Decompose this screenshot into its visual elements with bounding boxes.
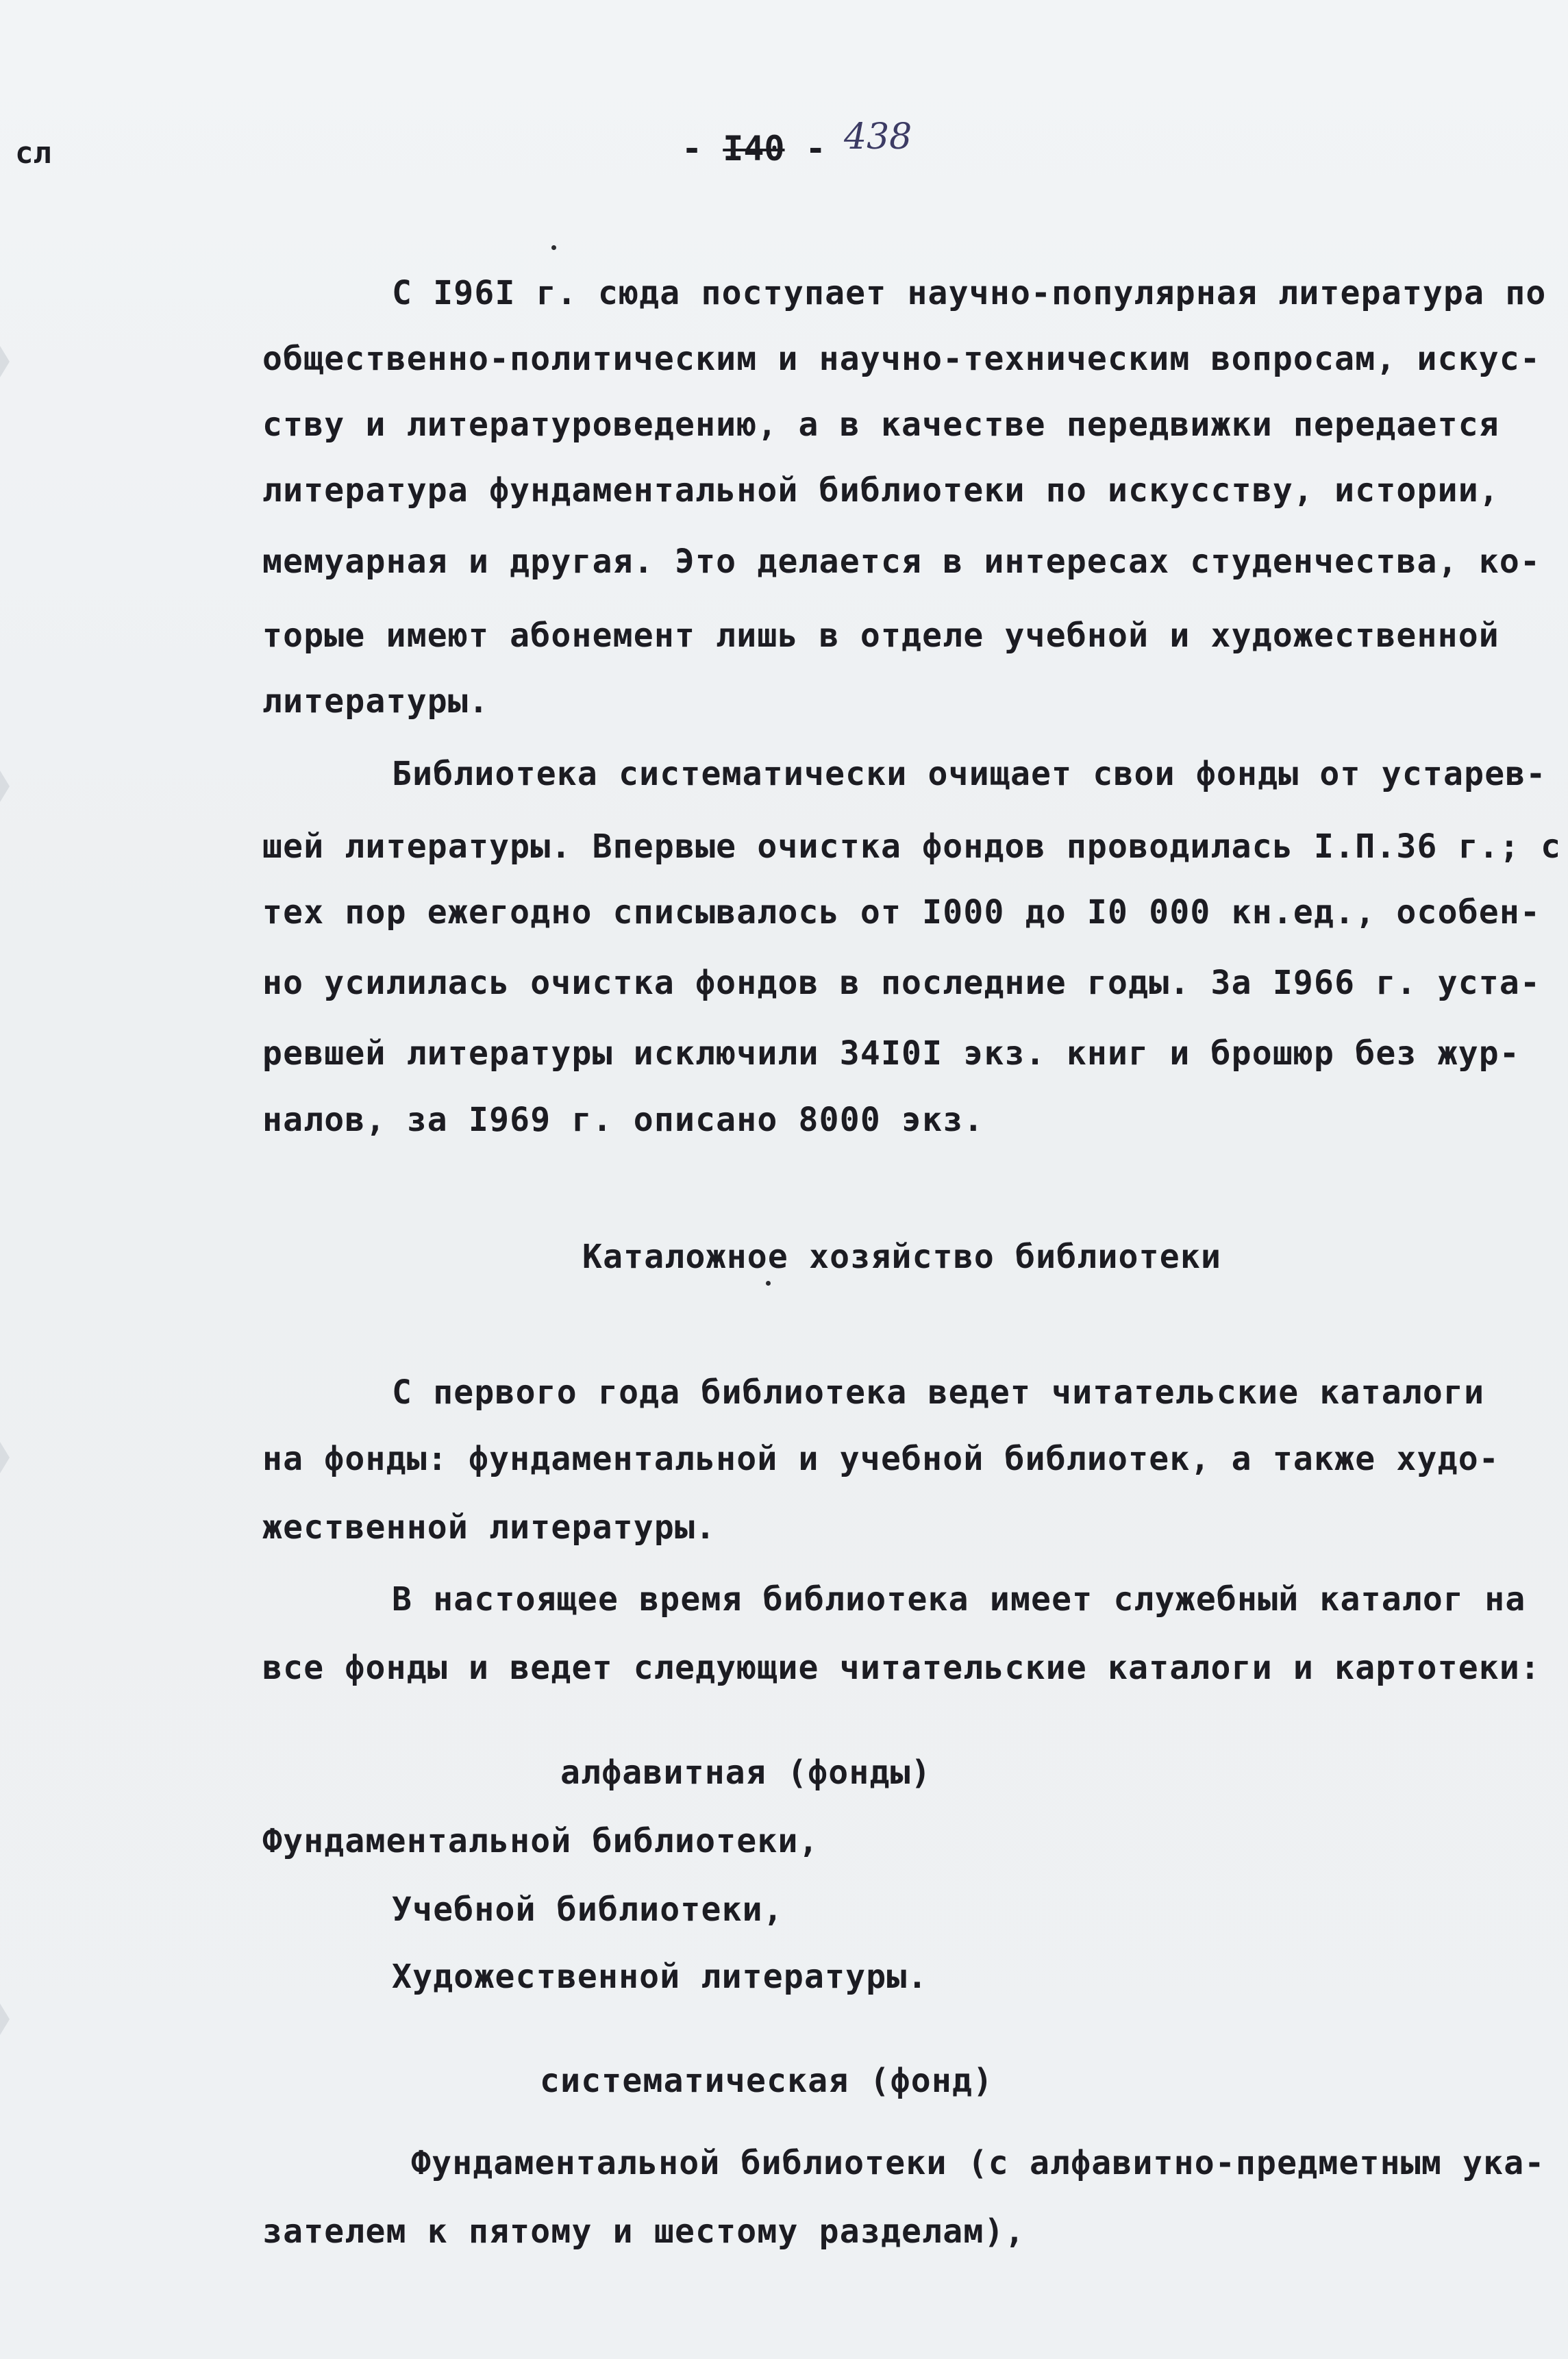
paragraph-1-line: С I96I г. сюда поступает научно-популярная литература по — [392, 274, 1547, 312]
paragraph-1-line: общественно-политическим и научно-техническим вопросам, искус- — [262, 340, 1541, 378]
paragraph-2-line: но усилилась очистка фондов в последние годы. За I966 г. уста- — [262, 964, 1541, 1002]
alphabetical-catalog-item: Фундаментальной библиотеки, — [262, 1822, 819, 1860]
paragraph-1-line: литературы. — [262, 682, 490, 721]
left-edge-notch — [0, 346, 10, 377]
paragraph-1-line: мемуарная и другая. Это делается в интересах студенчества, ко- — [262, 542, 1541, 581]
paragraph-1-line: торые имеют абонемент лишь в отделе учебной и художественной — [262, 616, 1499, 655]
page-number-prefix: - — [682, 129, 723, 168]
paragraph-2-line: Библиотека систематически очищает свои фонды от устарев- — [392, 755, 1547, 793]
paragraph-3-line: С первого года библиотека ведет читательские каталоги — [392, 1373, 1485, 1412]
paragraph-4-line: все фонды и ведет следующие читательские каталоги и картотеки: — [262, 1649, 1541, 1687]
paragraph-2-line: тех пор ежегодно списывалось от I000 до I0 000 кн.ед., особен- — [262, 893, 1541, 932]
ink-speck — [766, 1281, 771, 1286]
systematic-catalog-item: Фундаментальной библиотеки (с алфавитно-предметным ука- — [411, 2144, 1545, 2182]
ink-speck — [551, 245, 556, 250]
systematic-catalog-item: зателем к пятому и шестому разделам), — [262, 2212, 1025, 2251]
paragraph-2-line: ревшей литературы исключили 34I0I экз. книг и брошюр без жур- — [262, 1034, 1521, 1073]
page-number-value: I40 — [723, 129, 785, 168]
paragraph-1-line: литература фундаментальной библиотеки по искусству, истории, — [262, 471, 1499, 510]
handwritten-page-number: 438 — [844, 116, 912, 158]
paragraph-3-line: жественной литературы. — [262, 1508, 717, 1547]
paragraph-2-line: шей литературы. Впервые очистка фондов проводилась I.П.36 г.; с — [262, 827, 1562, 866]
left-edge-notch — [0, 1442, 10, 1473]
alphabetical-catalog-heading: алфавитная (фонды) — [560, 1753, 932, 1792]
page-number-suffix: - — [784, 129, 826, 168]
typed-page-number — [682, 129, 826, 168]
alphabetical-catalog-item: Учебной библиотеки, — [392, 1890, 784, 1929]
paragraph-2-line: налов, за I969 г. описано 8000 экз. — [262, 1101, 984, 1139]
paragraph-3-line: на фонды: фундаментальной и учебной библиотек, а также худо- — [262, 1440, 1499, 1478]
section-heading: Каталожное хозяйство библиотеки — [582, 1238, 1222, 1276]
paragraph-4-line: В настоящее время библиотека имеет служебный каталог на — [392, 1580, 1526, 1619]
systematic-catalog-heading: систематическая (фонд) — [540, 2062, 994, 2100]
alphabetical-catalog-item: Художественной литературы. — [392, 1958, 928, 1996]
left-edge-notch — [0, 2004, 10, 2035]
corner-mark: сл — [15, 136, 51, 171]
left-edge-notch — [0, 771, 10, 802]
paragraph-1-line: ству и литературоведению, а в качестве передвижки передается — [262, 405, 1499, 444]
